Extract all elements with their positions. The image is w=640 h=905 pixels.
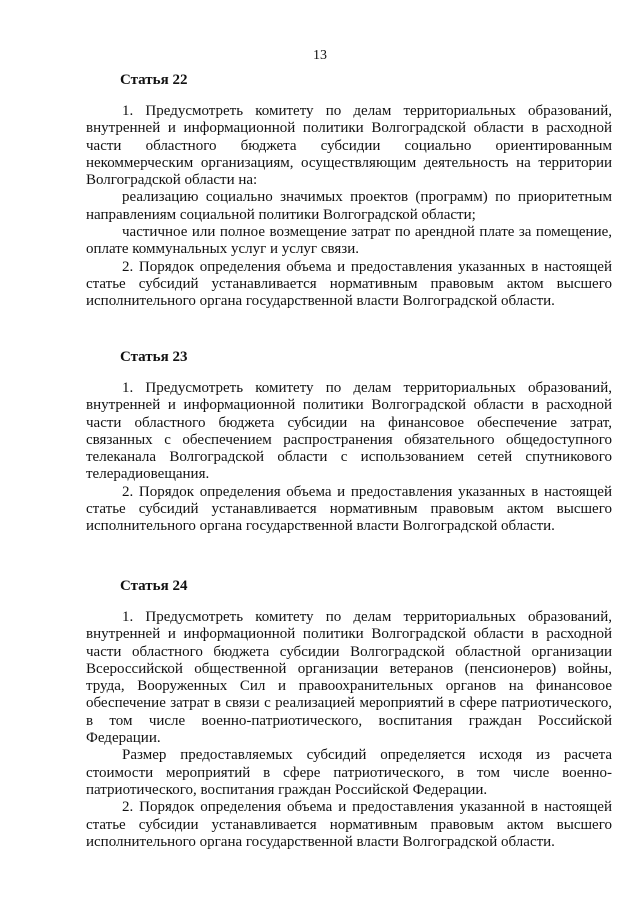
paragraph: 1. Предусмотреть комитету по делам территориальных образований, внутренней и информационной политики Волгоградской области в расходной части областного бюджета субсидии Волгоградской областной организации Всероссийской общественной организации ветеранов (пенсионеров) войны, труда, Вооруженных Сил и правоохранительных органов на финансовое обеспечение затрат в связи с реализацией мероприятий в сфере патриотического, в том числе военно-патриотического, воспитания граждан Российской Федерации. bbox=[86, 609, 612, 747]
article-22 bbox=[86, 72, 612, 311]
article-23 bbox=[86, 349, 612, 536]
article-body bbox=[86, 380, 612, 536]
article-title: Статья 24 bbox=[120, 578, 188, 594]
paragraph: 2. Порядок определения объема и предоставления указанных в настоящей статье субсидий устанавливается нормативным правовым актом высшего исполнительного органа государственной власти Волгоградской области. bbox=[86, 483, 612, 535]
article-title: Статья 23 bbox=[120, 349, 188, 365]
paragraph: частичное или полное возмещение затрат по арендной плате за помещение, оплате коммунальных услуг и услуг связи. bbox=[86, 224, 612, 258]
article-24 bbox=[86, 578, 612, 851]
paragraph: 1. Предусмотреть комитету по делам территориальных образований, внутренней и информационной политики Волгоградской области в расходной части областного бюджета субсидии социально ориентированным некоммерческим организациям, осуществляющим деятельность на территории Волгоградской области на: bbox=[86, 103, 612, 189]
paragraph: реализацию социально значимых проектов (программ) по приоритетным направлениям социальной политики Волгоградской области; bbox=[86, 189, 612, 223]
paragraph: Размер предоставляемых субсидий определяется исходя из расчета стоимости мероприятий в сфере патриотического, в том числе военно-патриотического, воспитания граждан Российской Федерации. bbox=[86, 747, 612, 798]
paragraph: 2. Порядок определения объема и предоставления указанных в настоящей статье субсидий устанавливается нормативным правовым актом высшего исполнительного органа государственной власти Волгоградской области. bbox=[86, 258, 612, 310]
paragraph: 1. Предусмотреть комитету по делам территориальных образований, внутренней и информационной политики Волгоградской области в расходной части областного бюджета субсидии на финансовое обеспечение затрат, связанных с обеспечением распространения обязательного общедоступного телеканала Волгоградской области с использованием сетей спутникового телерадиовещания. bbox=[86, 380, 612, 483]
article-body bbox=[86, 609, 612, 851]
page-number: 13 bbox=[313, 48, 327, 63]
article-title: Статья 22 bbox=[120, 72, 188, 88]
article-body bbox=[86, 103, 612, 311]
paragraph: 2. Порядок определения объема и предоставления указанной в настоящей статье субсидии устанавливается нормативным правовым актом высшего исполнительного органа государственной власти Волгоградской области. bbox=[86, 799, 612, 850]
